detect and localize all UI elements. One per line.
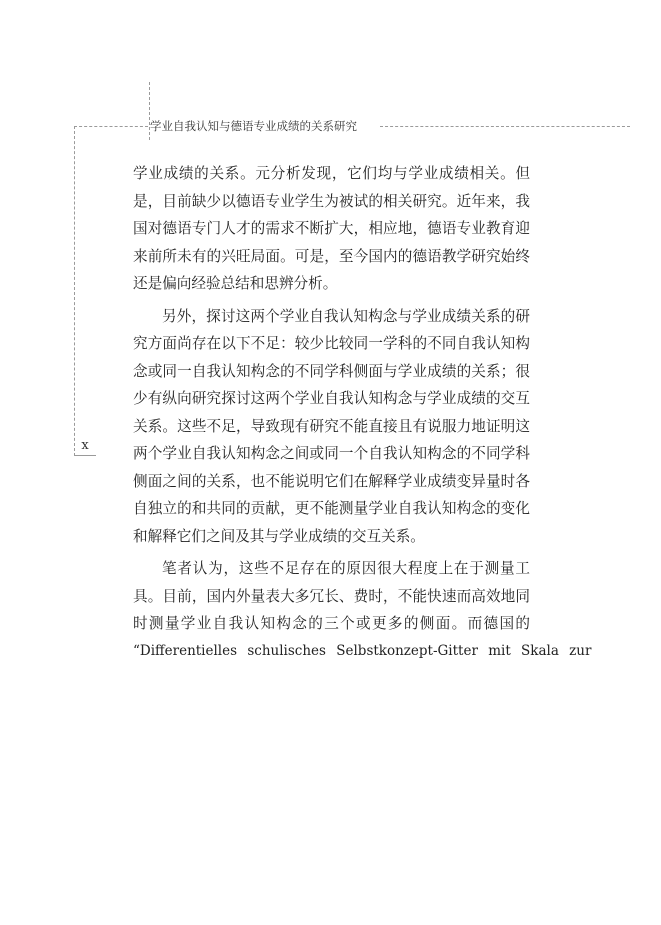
crop-guide-horizontal-right [380,126,630,127]
text-line: 侧面之间的关系，也不能说明它们在解释学业成绩变异量时各 [133,472,530,490]
text-line: 还是偏向经验总结和思辨分析。 [133,275,338,292]
text-line: 具。目前，国内外量表大多冗长、费时，不能快速而高效地同 [133,587,530,605]
text-line: 来前所未有的兴旺局面。可是，至今国内的德语教学研究始终 [133,247,530,265]
text-line: “Differentielles schulisches Selbstkonzept-Gitter mit Skala zur [133,642,592,659]
text-line: 关系。这些不足，导致现有研究不能直接且有说服力地证明这 [133,417,530,435]
text-line: 笔者认为，这些不足存在的原因很大程度上在于测量工 [162,560,530,577]
text-line: 学业成绩的关系。元分析发现，它们均与学业成绩相关。但 [133,165,530,182]
text-line: 和解释它们之间及其与学业成绩的交互关系。 [133,527,425,545]
margin-mark: x [74,437,96,456]
text-line: 时测量学业自我认知构念的三个或更多的侧面。而德国的 [133,615,530,632]
text-line: 另外，探讨这两个学业自我认知构念与学业成绩关系的研 [162,307,530,325]
text-line: 是，目前缺少以德语专业学生为被试的相关研究。近年来，我 [133,192,530,210]
text-line: 少有纵向研究探讨这两个学业自我认知构念与学业成绩的交互 [133,390,530,407]
text-line: 念或同一自我认知构念的不同学科侧面与学业成绩的关系；很 [133,362,530,380]
crop-guide-vertical-left [74,126,75,456]
text-line: 自独立的和共同的贡献，更不能测量学业自我认知构念的变化 [133,500,530,517]
running-head: 学业自我认知与德语专业成绩的关系研究 [150,119,357,133]
text-line: 国对德语专门人才的需求不断扩大，相应地，德语专业教育迎 [133,220,530,237]
crop-guide-horizontal-left [74,126,148,127]
body-text [133,160,592,665]
text-line: 两个学业自我认知构念之间或同一个自我认知构念的不同学科 [133,445,530,462]
text-line: 究方面尚存在以下不足：较少比较同一学科的不同自我认知构 [133,335,530,352]
